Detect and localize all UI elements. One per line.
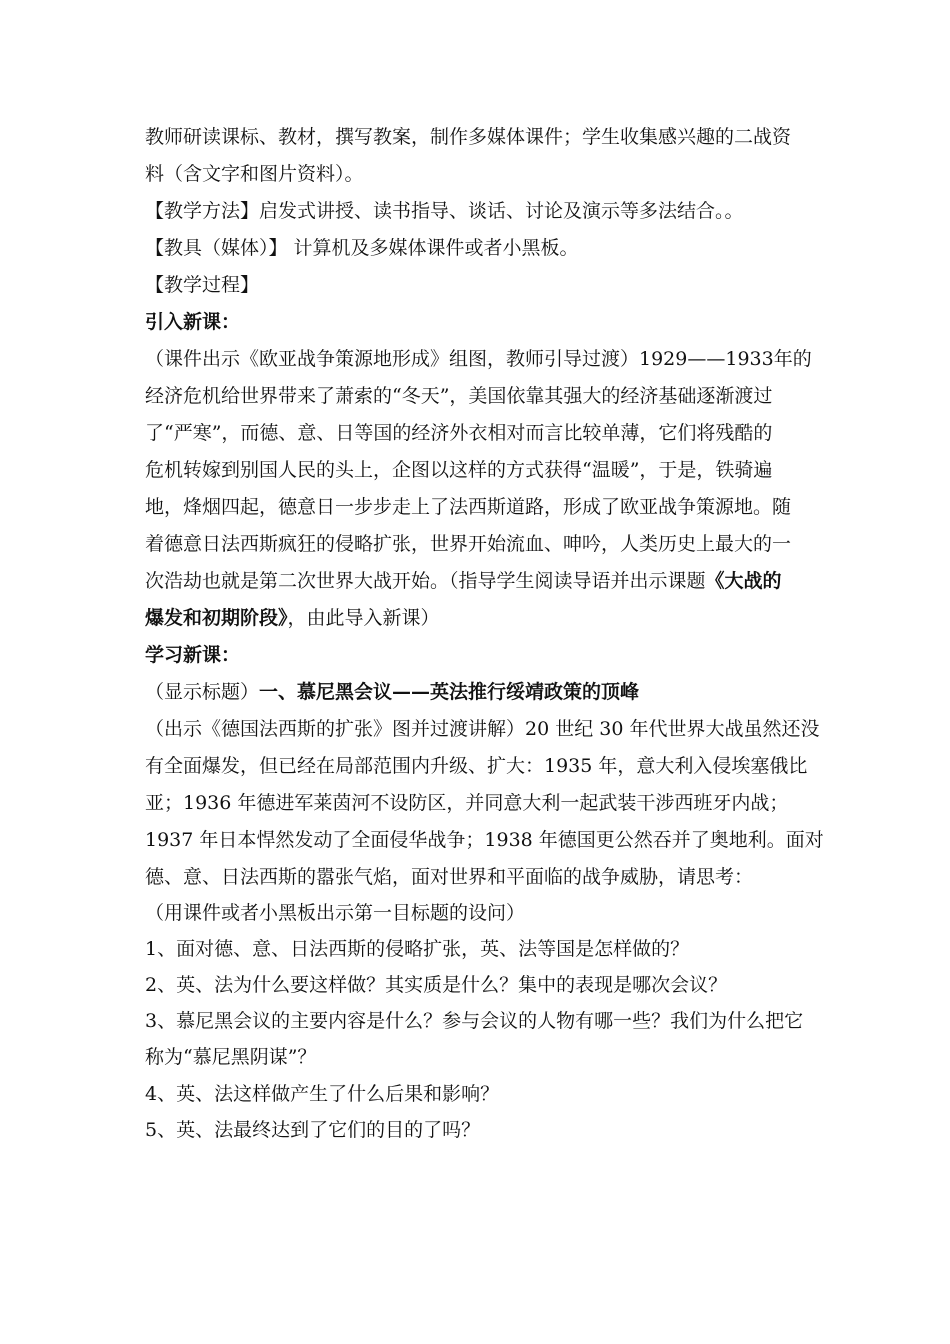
teaching-tools: 【教具（媒体）】 计算机及多媒体课件或者小黑板。 (145, 237, 579, 259)
body-line-5: 德、意、日法西斯的嚣张气焰，面对世界和平面临的战争威胁，请思考： (145, 866, 754, 888)
section-prefix: （显示标题） (145, 681, 260, 703)
teaching-process-heading: 【教学过程】 (145, 274, 260, 296)
body-line-2: 有全面爆发，但已经在局部范围内升级、扩大：1935 年，意大利入侵埃塞俄比 (145, 755, 808, 777)
intro-line-1: （课件出示《欧亚战争策源地形成》组图，教师引导过渡）1929——1933年的 (145, 348, 812, 370)
intro-line-4: 危机转嫁到别国人民的头上，企图以这样的方式获得“温暖”，于是，铁骑遍 (145, 459, 773, 481)
lesson-title-part-1: 《大战的 (705, 570, 782, 592)
question-2: 2、英、法为什么要这样做？其实质是什么？集中的表现是哪次会议？ (145, 973, 728, 996)
intro-line-8 (145, 600, 805, 637)
teaching-method: 【教学方法】启发式讲授、读书指导、谈话、讨论及演示等多法结合。。 (145, 200, 744, 222)
section-title: 一、慕尼黑会议——英法推行绥靖政策的顶峰 (259, 681, 640, 703)
intro-heading: 引入新课： (145, 311, 241, 333)
intro-line-2: 经济危机给世界带来了萧索的“冬天”，美国依靠其强大的经济基础逐渐渡过 (145, 385, 773, 407)
question-3-line-2: 称为“慕尼黑阴谋”？ (145, 1046, 317, 1069)
intro-line-5: 地，烽烟四起，德意日一步步走上了法西斯道路，形成了欧亚战争策源地。随 (145, 496, 792, 518)
intro-line-8-text: ，由此导入新课） (287, 607, 440, 629)
question-5: 5、英、法最终达到了它们的目的了吗？ (145, 1118, 481, 1141)
body-line-1: （出示《德国法西斯的扩张》图并过渡讲解）20 世纪 30 年代世界大战虽然还没 (145, 718, 820, 740)
lesson-title-part-2: 爆发和初期阶段》 (145, 607, 288, 629)
prep-line-1: 教师研读课标、教材，撰写教案，制作多媒体课件；学生收集感兴趣的二战资 (145, 126, 792, 148)
prep-line-2: 料（含文字和图片资料）。 (145, 163, 364, 185)
question-3-line-1: 3、慕尼黑会议的主要内容是什么？参与会议的人物有哪一些？我们为什么把它 (145, 1010, 804, 1033)
body-line-4: 1937 年日本悍然发动了全面侵华战争；1938 年德国更公然吞并了奥地利。面对 (145, 829, 824, 851)
intro-line-6: 着德意日法西斯疯狂的侵略扩张，世界开始流血、呻吟，人类历史上最大的一 (145, 533, 792, 555)
question-4: 4、英、法这样做产生了什么后果和影响？ (145, 1082, 500, 1105)
intro-line-7 (145, 563, 805, 600)
intro-line-3: 了“严寒”，而德、意、日等国的经济外衣相对而言比较单薄，它们将残酷的 (145, 422, 773, 444)
intro-line-7-text: 次浩劫也就是第二次世界大战开始。（指导学生阅读导语并出示课题 (145, 570, 706, 592)
section-heading (145, 674, 805, 711)
question-1: 1、面对德、意、日法西斯的侵略扩张，英、法等国是怎样做的？ (145, 937, 690, 960)
body-line-3: 亚；1936 年德进军莱茵河不设防区，并同意大利一起武装干涉西班牙内战； (145, 792, 789, 814)
body-line-6: （用课件或者小黑板出示第一目标题的设问） (145, 902, 526, 924)
document-body (145, 119, 824, 1148)
learn-heading: 学习新课： (145, 644, 241, 666)
